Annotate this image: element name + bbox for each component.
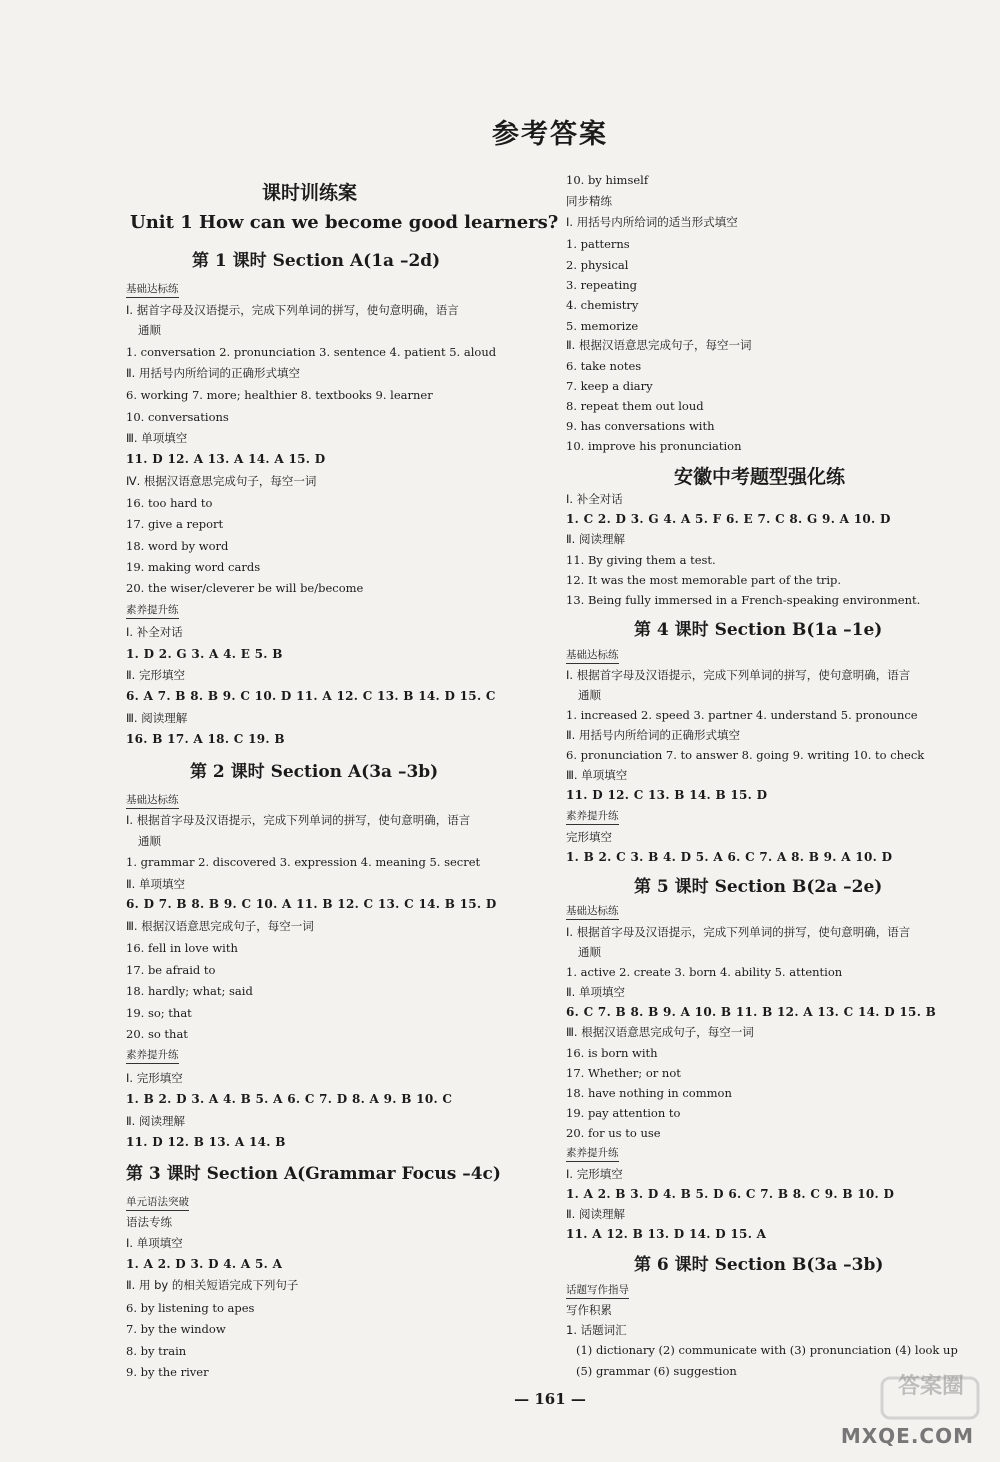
exercise-tag: 素养提升练 <box>566 809 619 825</box>
answer-line: (5) grammar (6) suggestion <box>576 1364 737 1378</box>
answer-line: 18. have nothing in common <box>566 1086 732 1100</box>
answer-line: 1. grammar 2. discovered 3. expression 4. meaning 5. secret <box>126 855 481 869</box>
answer-line: 1. A 2. D 3. D 4. A 5. A <box>126 1257 283 1271</box>
instruction-line: Ⅰ. 用括号内所给词的适当形式填空 <box>566 215 738 229</box>
answer-line: 7. by the window <box>126 1322 226 1336</box>
answer-line: 1. B 2. C 3. B 4. D 5. A 6. C 7. A 8. B 9. A 10. D <box>566 850 893 864</box>
instruction-line: Ⅱ. 阅读理解 <box>126 1114 185 1128</box>
lesson-heading: 第 1 课时 Section A(1a –2d) <box>192 251 441 271</box>
exercise-tag: 话题写作指导 <box>566 1283 629 1299</box>
instruction-line: 完形填空 <box>566 830 612 844</box>
instruction-line: Ⅱ. 单项填空 <box>126 877 185 891</box>
answer-line: 11. D 12. A 13. A 14. A 15. D <box>126 452 326 466</box>
lesson-heading: 第 2 课时 Section A(3a –3b) <box>190 762 439 782</box>
answer-line: 9. has conversations with <box>566 419 715 433</box>
instruction-line: Ⅱ. 阅读理解 <box>566 1207 625 1221</box>
instruction-line: Ⅱ. 用括号内所给词的正确形式填空 <box>126 366 300 380</box>
answer-line: 11. D 12. C 13. B 14. B 15. D <box>566 788 768 802</box>
answer-line: 16. B 17. A 18. C 19. B <box>126 732 285 746</box>
instruction-line: 写作积累 <box>566 1303 612 1317</box>
instruction-line: 语法专练 <box>126 1215 172 1229</box>
lesson-heading: 第 4 课时 Section B(1a –1e) <box>634 620 883 640</box>
exercise-tag: 基础达标练 <box>126 282 179 298</box>
page-number: — 161 — <box>514 1390 586 1408</box>
answer-line: 19. pay attention to <box>566 1106 681 1120</box>
answer-line: 11. A 12. B 13. D 14. D 15. A <box>566 1227 767 1241</box>
answer-line: 8. repeat them out loud <box>566 399 704 413</box>
answer-line: 1. B 2. D 3. A 4. B 5. A 6. C 7. D 8. A 9. B 10. C <box>126 1092 453 1106</box>
answer-line: 6. D 7. B 8. B 9. C 10. A 11. B 12. C 13. C 14. B 15. D <box>126 897 497 911</box>
answer-line: 1. conversation 2. pronunciation 3. sentence 4. patient 5. aloud <box>126 345 497 359</box>
answer-line: 7. keep a diary <box>566 379 653 393</box>
instruction-line: Ⅰ. 根据首字母及汉语提示，完成下列单词的拼写，使句意明确，语言 <box>566 668 911 682</box>
exercise-tag: 素养提升练 <box>566 1146 619 1162</box>
answer-line: 20. so that <box>126 1027 188 1041</box>
answer-line: 17. give a report <box>126 517 224 531</box>
answer-line: 19. making word cards <box>126 560 261 574</box>
answer-line: 19. so; that <box>126 1006 192 1020</box>
instruction-line: Ⅰ. 补全对话 <box>566 492 623 506</box>
exercise-tag: 基础达标练 <box>566 904 619 920</box>
instruction-line: Ⅱ. 用括号内所给词的正确形式填空 <box>566 728 740 742</box>
instruction-line: 1. 话题词汇 <box>566 1323 627 1337</box>
answer-line: 6. pronunciation 7. to answer 8. going 9. writing 10. to check <box>566 748 925 762</box>
answer-line: 6. take notes <box>566 359 642 373</box>
exercise-tag: 单元语法突破 <box>126 1195 189 1211</box>
lesson-heading: 第 6 课时 Section B(3a –3b) <box>634 1255 884 1275</box>
instruction-line: 同步精练 <box>566 194 612 208</box>
section-heading: 课时训练案 <box>262 182 358 204</box>
lesson-heading: 第 5 课时 Section B(2a –2e) <box>634 877 883 897</box>
instruction-line: Ⅱ. 完形填空 <box>126 668 185 682</box>
exercise-tag: 素养提升练 <box>126 603 179 619</box>
instruction-line: Ⅰ. 补全对话 <box>126 625 183 639</box>
answer-line: 1. patterns <box>566 237 630 251</box>
watermark-text: MXQE.COM <box>840 1424 974 1448</box>
instruction-line: 通顺 <box>578 688 601 702</box>
instruction-line: Ⅰ. 根据首字母及汉语提示，完成下列单词的拼写，使句意明确，语言 <box>126 813 471 827</box>
answer-line: 10. by himself <box>566 173 649 187</box>
answer-line: 17. be afraid to <box>126 963 216 977</box>
answer-line: 16. is born with <box>566 1046 658 1060</box>
instruction-line: Ⅰ. 据首字母及汉语提示，完成下列单词的拼写，使句意明确，语言 <box>126 303 459 317</box>
instruction-line: Ⅰ. 单项填空 <box>126 1236 183 1250</box>
answer-line: 20. the wiser/cleverer be will be/become <box>126 581 364 595</box>
answer-line: 13. Being fully immersed in a French-speaking environment. <box>566 593 921 607</box>
lesson-heading: 第 3 课时 Section A(Grammar Focus –4c) <box>126 1164 501 1184</box>
instruction-line: Ⅱ. 阅读理解 <box>566 532 625 546</box>
watermark-logo-text: 答案圈 <box>897 1374 964 1399</box>
answer-line: 6. C 7. B 8. B 9. A 10. B 11. B 12. A 13. C 14. D 15. B <box>566 1005 937 1019</box>
answer-line: 17. Whether; or not <box>566 1066 681 1080</box>
exercise-tag: 素养提升练 <box>126 1048 179 1064</box>
answer-line: 12. It was the most memorable part of the trip. <box>566 573 842 587</box>
instruction-line: Ⅲ. 根据汉语意思完成句子，每空一词 <box>126 919 314 933</box>
answer-line: 1. A 2. B 3. D 4. B 5. D 6. C 7. B 8. C 9. B 10. D <box>566 1187 895 1201</box>
answer-line: 10. conversations <box>126 410 229 424</box>
answer-line: 8. by train <box>126 1344 187 1358</box>
instruction-line: Ⅲ. 阅读理解 <box>126 711 188 725</box>
answer-line: 1. active 2. create 3. born 4. ability 5. attention <box>566 965 843 979</box>
instruction-line: Ⅲ. 单项填空 <box>126 431 188 445</box>
instruction-line: Ⅲ. 根据汉语意思完成句子，每空一词 <box>566 1025 754 1039</box>
instruction-line: 通顺 <box>578 945 601 959</box>
answer-line: 3. repeating <box>566 278 638 292</box>
answer-line: 11. D 12. B 13. A 14. B <box>126 1135 286 1149</box>
answer-line: (1) dictionary (2) communicate with (3) pronunciation (4) look up <box>576 1343 958 1357</box>
instruction-line: Ⅳ. 根据汉语意思完成句子，每空一词 <box>126 474 317 488</box>
answer-line: 20. for us to use <box>566 1126 661 1140</box>
instruction-line: Ⅱ. 根据汉语意思完成句子，每空一词 <box>566 338 752 352</box>
instruction-line: Ⅲ. 单项填空 <box>566 768 628 782</box>
answer-line: 6. by listening to apes <box>126 1301 255 1315</box>
answer-line: 18. hardly; what; said <box>126 984 253 998</box>
answer-line: 5. memorize <box>566 319 639 333</box>
instruction-line: Ⅰ. 根据首字母及汉语提示，完成下列单词的拼写，使句意明确，语言 <box>566 925 911 939</box>
unit-heading: Unit 1 How can we become good learners? <box>130 212 559 233</box>
instruction-line: Ⅱ. 用 by 的相关短语完成下列句子 <box>126 1278 299 1292</box>
answer-line: 16. too hard to <box>126 496 213 510</box>
instruction-line: 通顺 <box>138 323 161 337</box>
section-heading: 安徽中考题型强化练 <box>674 466 846 488</box>
answer-line: 16. fell in love with <box>126 941 238 955</box>
answer-line: 4. chemistry <box>566 298 639 312</box>
answer-line: 10. improve his pronunciation <box>566 439 742 453</box>
answer-line: 11. By giving them a test. <box>566 553 716 567</box>
answer-line: 2. physical <box>566 258 629 272</box>
answer-line: 6. A 7. B 8. B 9. C 10. D 11. A 12. C 13. B 14. D 15. C <box>126 689 496 703</box>
answer-line: 1. D 2. G 3. A 4. E 5. B <box>126 647 283 661</box>
instruction-line: 通顺 <box>138 834 161 848</box>
exercise-tag: 基础达标练 <box>566 648 619 664</box>
instruction-line: Ⅰ. 完形填空 <box>126 1071 183 1085</box>
page-title: 参考答案 <box>492 119 608 150</box>
answer-line: 1. C 2. D 3. G 4. A 5. F 6. E 7. C 8. G 9. A 10. D <box>566 512 891 526</box>
answer-line: 18. word by word <box>126 539 229 553</box>
answer-line: 9. by the river <box>126 1365 209 1379</box>
exercise-tag: 基础达标练 <box>126 793 179 809</box>
instruction-line: Ⅰ. 完形填空 <box>566 1167 623 1181</box>
instruction-line: Ⅱ. 单项填空 <box>566 985 625 999</box>
answer-line: 1. increased 2. speed 3. partner 4. understand 5. pronounce <box>566 708 918 722</box>
answer-line: 6. working 7. more; healthier 8. textbooks 9. learner <box>126 388 433 402</box>
